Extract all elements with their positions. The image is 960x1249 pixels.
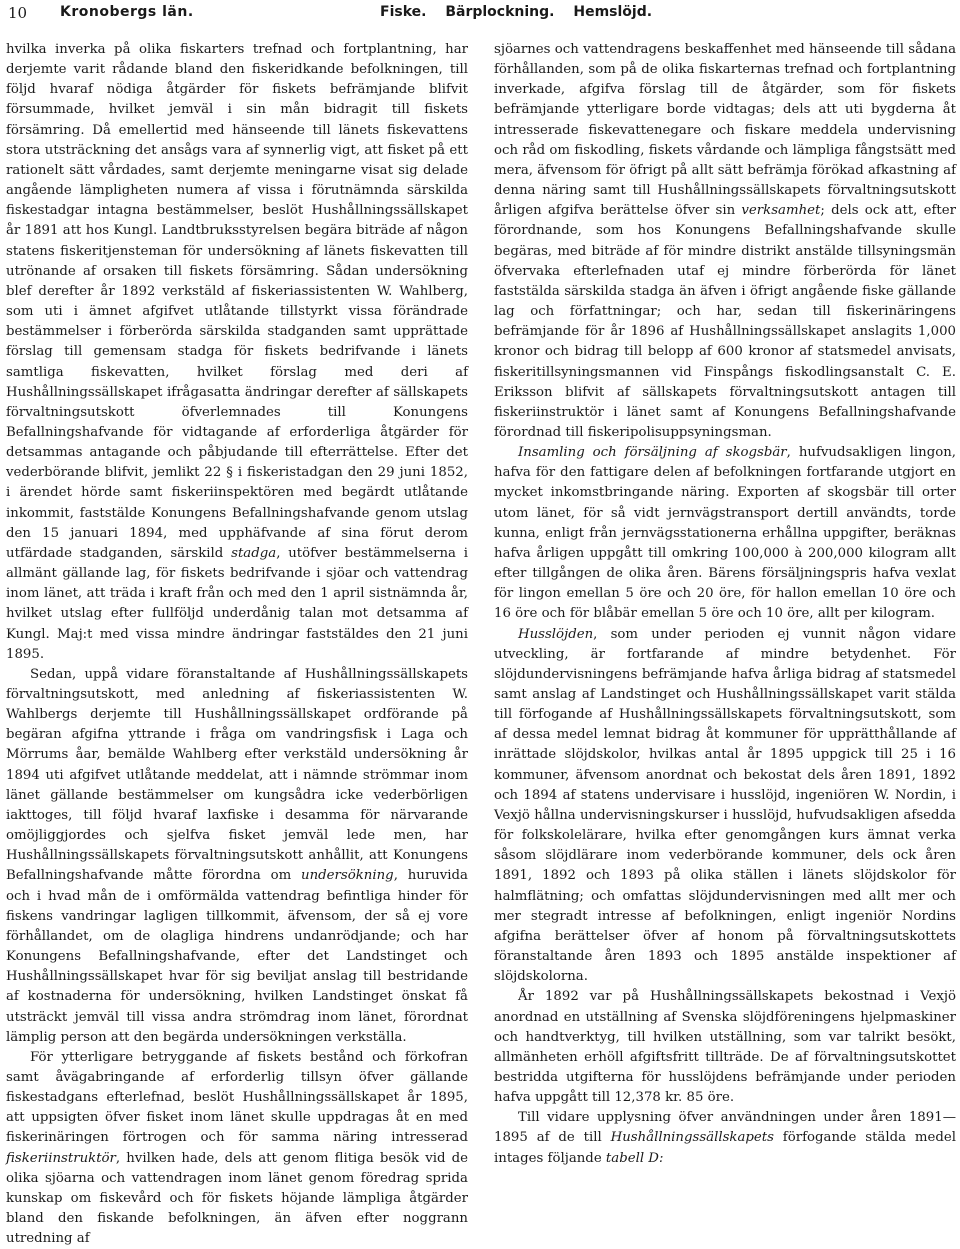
emphasis-fiskeriinstruktor: fiskeriinstruktör: [6, 1150, 116, 1166]
topic-fishing: Fiske.: [380, 4, 427, 20]
emphasis-skogsbar: skogsbär: [725, 445, 787, 461]
left-paragraph-2: Sedan, uppå vidare föranstaltande af Hushållningssällskapets förvaltningsutskott, med anledning af fiskeriassistenten W. Wahlbergs derjemte till Hushållningssällskapet ordförande på begäran afgifna yttrande i fråga om vandringsfisk i Laga och Mörrums åar, bemälde Wahlberg efter verkstäld undersökning år 1894 uti afgifvet utlåtande meddelat, att i nämnde strömmar inom länet gällande bestämmelser om kungsådra icke vederbörligen iakttoges, till följd hvaraf laxfiske i desamma för närvarande omöjliggjordes och sjelfva fisket jemväl lede men, har Hushållningssällskapets förvaltningsutskott anhållit, att Konungens Befallningshafvande måtte förordna om undersökning, huruvida och i hvad mån de i omförmälda vattendrag befintliga hinder för fiskens vandringar lagligen tillkommit, äfvensom, der så ej vore förhållandet, om de olagliga hindrens undanrödjande; och har Konungens Befallningshafvande, efter det Landstinget och Hushållningssällskapet hvar för sig beviljat anslag till bestridande af kostnaderna för undersökning, hvilken Landstinget önskat få utsträckt jemväl till vissa andra strömdrag inom länet, förordnat lämplig person att den begärda undersökningen verkställa.: [6, 666, 468, 1045]
topic-handicraft: Hemslöjd.: [573, 4, 653, 20]
page-header: [0, 0, 960, 30]
running-title: Kronobergs län.: [60, 4, 194, 20]
right-paragraph-1: sjöarnes och vattendragens beskaffenhet med hänseende till sådana förhållanden, som på de olika fiskarternas trefnad och fortplantning inverkade, afgifva förslag till de åtgärder, som för fiskets befrämjande ytterligare borde vidtagas; dels att uti bygderna åt intresserade fiskevattenegare och fiskare meddela undervisning och råd om fiskodling, fiskets vårdande och lämpliga fångstsätt med mera, äfvensom för öfrigt på allt sätt befrämja förökad afkastning af denna näring samt till Hushållningssällskapets förvaltningsutskott årligen afgifva berättelse öfver sin verksamhet; dels ock att, efter förordnande, som hos Konungens Befallningshafvande skulle begäras, med biträde af för mindre distrikt anstälde tillsyningsmän öfvervaka efterlefnaden utaf ej mindre förberörda för länet faststälda särskilda stadga än äfven i öfrigt angående fiske gällande lag och författningar; och har, sedan till fiskerinäringens befrämjande för år 1896 af Hushållningssällskapet anslagits 1,000 kronor och bidrag till belopp af 600 kronor af statsmedel anvisats, fiskeritillsyningsmannen vid Finspångs fiskodlingsanstalt C. E. Eriksson blifvit af sällskapets förvaltningsutskott antagen till fiskeriinstruktör i länet samt af Konungens Befallningshafvande förordnad till fiskeripolisuppsyningsman.: [494, 42, 956, 440]
right-paragraph-2: Insamling och försäljning af skogsbär, hufvudsakligen lingon, hafva för den fattigare delen af befolkningen fortfarande utgjort en mycket inkomstbringande näring. Exporten af skogsbär till orter utom länet, för så vidt jernvägstransport dertill användts, torde kunna, enligt från jernvägsstationerna erhållna uppgifter, beräknas hafva årligen uppgått till omkring 100,000 à 200,000 kilogram allt efter tillgången de olika åren. Bärens försäljningspris hafva vexlat för lingon emellan 5 öre och 20 öre, för hallon emellan 10 öre och 16 öre och för blåbär emellan 5 öre och 10 öre, allt per kilogram.: [494, 445, 957, 622]
emphasis-stadga: stadga: [231, 545, 277, 561]
right-paragraph-4: År 1892 var på Hushållningssällskapets bekostnad i Vexjö anordnad en utställning af Svenska slöjdföreningens hjelpmaskiner och handtverktyg, till hvilken utställning, som var talrikt besökt, allmänheten erhöll afgiftsfritt tillträde. De af förvaltningsutskottet bestridda utgifterna för husslöjdens befrämjande under perioden hafva uppgått till 12,378 kr. 85 öre.: [494, 989, 956, 1106]
emphasis-undersokning: undersökning: [301, 868, 394, 884]
page-number: 10: [8, 4, 28, 22]
left-paragraph-3: För ytterligare betryggande af fiskets bestånd och förkofran samt åvägabringande af erforderlig tillsyn öfver gällande fiskestadgans efterlefnad, beslöt Hushållningssällskapet år 1895, att uppsigten öfver fisket inom länet skulle uppdragas åt en med fiskerinäringen förtrogen och för samma näring intresserad fiskeriinstruktör, hvilken hade, dels att genom flitiga besök vid de olika sjöarna och vattendragen inom länet genom föredrag sprida kunskap om fiskevård och för fiskets höjande lämpliga åtgärder bland den fiskande befolkningen, än äfven efter noggrann utredning af: [6, 1049, 468, 1247]
emphasis-insamling: Insamling och försäljning af: [518, 445, 718, 461]
emphasis-verksamhet: verksamhet: [741, 203, 821, 219]
topic-berry-picking: Bärplockning.: [445, 4, 555, 20]
emphasis-tabell-d: tabell D:: [605, 1150, 664, 1166]
right-paragraph-5: Till vidare upplysning öfver användningen under åren 1891—1895 af de till Hushållningssällskapets förfogande stälda medel intages följande tabell D:: [494, 1110, 957, 1166]
emphasis-husslojden: Husslöjden: [518, 626, 594, 642]
right-paragraph-3: Husslöjden, som under perioden ej vunnit någon vidare utveckling, är fortfarande af mindre betydenhet. För slöjdundervisningens befrämjande hafva årliga bidrag af statsmedel samt anslag af Landstinget och Hushållningssällskapet varit stälda till förfogande af Hushållningssällskapets förvaltningsutskott, som af dessa medel lemnat bidrag åt kommuner för upprätthållande af inrättade slöjdskolor, hvilkas antal år 1895 uppgick till 25 i 16 kommuner, äfvensom anordnat och bekostat dels åren 1891, 1892 och 1894 af statens undervisare i husslöjd, ingeniören W. Nordin, i Vexjö hållna undervisningskurser i husslöjd, hufvudsakligen afsedda för folkskolelärare, hvilka efter genomgången kurs ämnat verka såsom slöjdlärare inom vederbörande kommuner, dels ock åren 1891, 1892 och 1893 på olika ställen i länets slöjdskolor för halmflätning; och omfattas slöjdundervisningen med allt mer och mer stegradt intresse af befolkningen, enligt ingeniör Nordins afgifna berättelser öfver af honom på förvaltningsutskottets föranstaltande åren 1893 och 1895 anstälde inspektioner af slöjdskolorna.: [494, 626, 956, 985]
left-paragraph-1: hvilka inverka på olika fiskarters trefnad och fortplantning, har derjemte varit rådande bland den fiskeridkande befolkningen, till följd hvaraf nödiga åtgärder för fiskets befrämjande blifvit försummade, hvilket jemväl i sin mån bidragit till fiskets försämring. Då emellertid med hänseende till länets fiskevattens stora utsträckning det ansågs vara af synnerlig vigt, att fisket på ett rationelt sätt vårdades, samt derjemte meningarne visat sig delade angående lämpligheten numera af vissa i förutnämnda särskilda fiskestadgar intagna bestämmelser, beslöt Hushållningssällskapet år 1891 att hos Kungl. Landtbruksstyrelsen begära biträde af någon statens fiskeritjensteman för undersökning af länets fiskevatten till utrönande af orsaken till fiskets försämring. Sådan undersökning blef derefter år 1892 verkstäld af fiskeriassistenten W. Wahlberg, som uti i ämnet afgifvet utlåtande tillstyrkt vissa förändrade bestämmelser i förberörda särskilda stadganden samt upprättade förslag till gemensam stadga för fiskets bedrifvande i länets samtliga fiskevatten, hvilket förslag med deri af Hushållningssällskapet ifrågasatta ändringar derefter af sällskapets förvaltningsutskott öfverlemnades till Konungens Befallningshafvande för vidtagande af erforderliga åtgärder för detsammas antagande och påbjudande till efterrättelse. Efter det vederbörande blifvit, jemlikt 22 § i fiskeristadgan den 29 juni 1852, i ärendet hörde samt fiskeriinspektören med begärdt utlåtande inkommit, faststälde Konungens Befallningshafvande genom utslag den 15 januari 1894, med upphäfvande af sina förut derom utfärdade stadganden, särskild stadga, utöfver bestämmelserna i allmänt gällande lag, för fiskets bedrifvande i sjöar och vattendrag inom länet, att träda i kraft från och med den 1 april sistnämnda år, hvilket utslag efter fullföljd underdånig talan mot detsamma af Kungl. Maj:t med vissa mindre ändringar faststäldes den 21 juni 1895.: [6, 42, 468, 662]
emphasis-hushallningssallskapets: Hushållningssällskapets: [610, 1130, 774, 1146]
running-topics: [380, 4, 666, 20]
left-column: [6, 40, 468, 1247]
right-column: [494, 40, 956, 1190]
